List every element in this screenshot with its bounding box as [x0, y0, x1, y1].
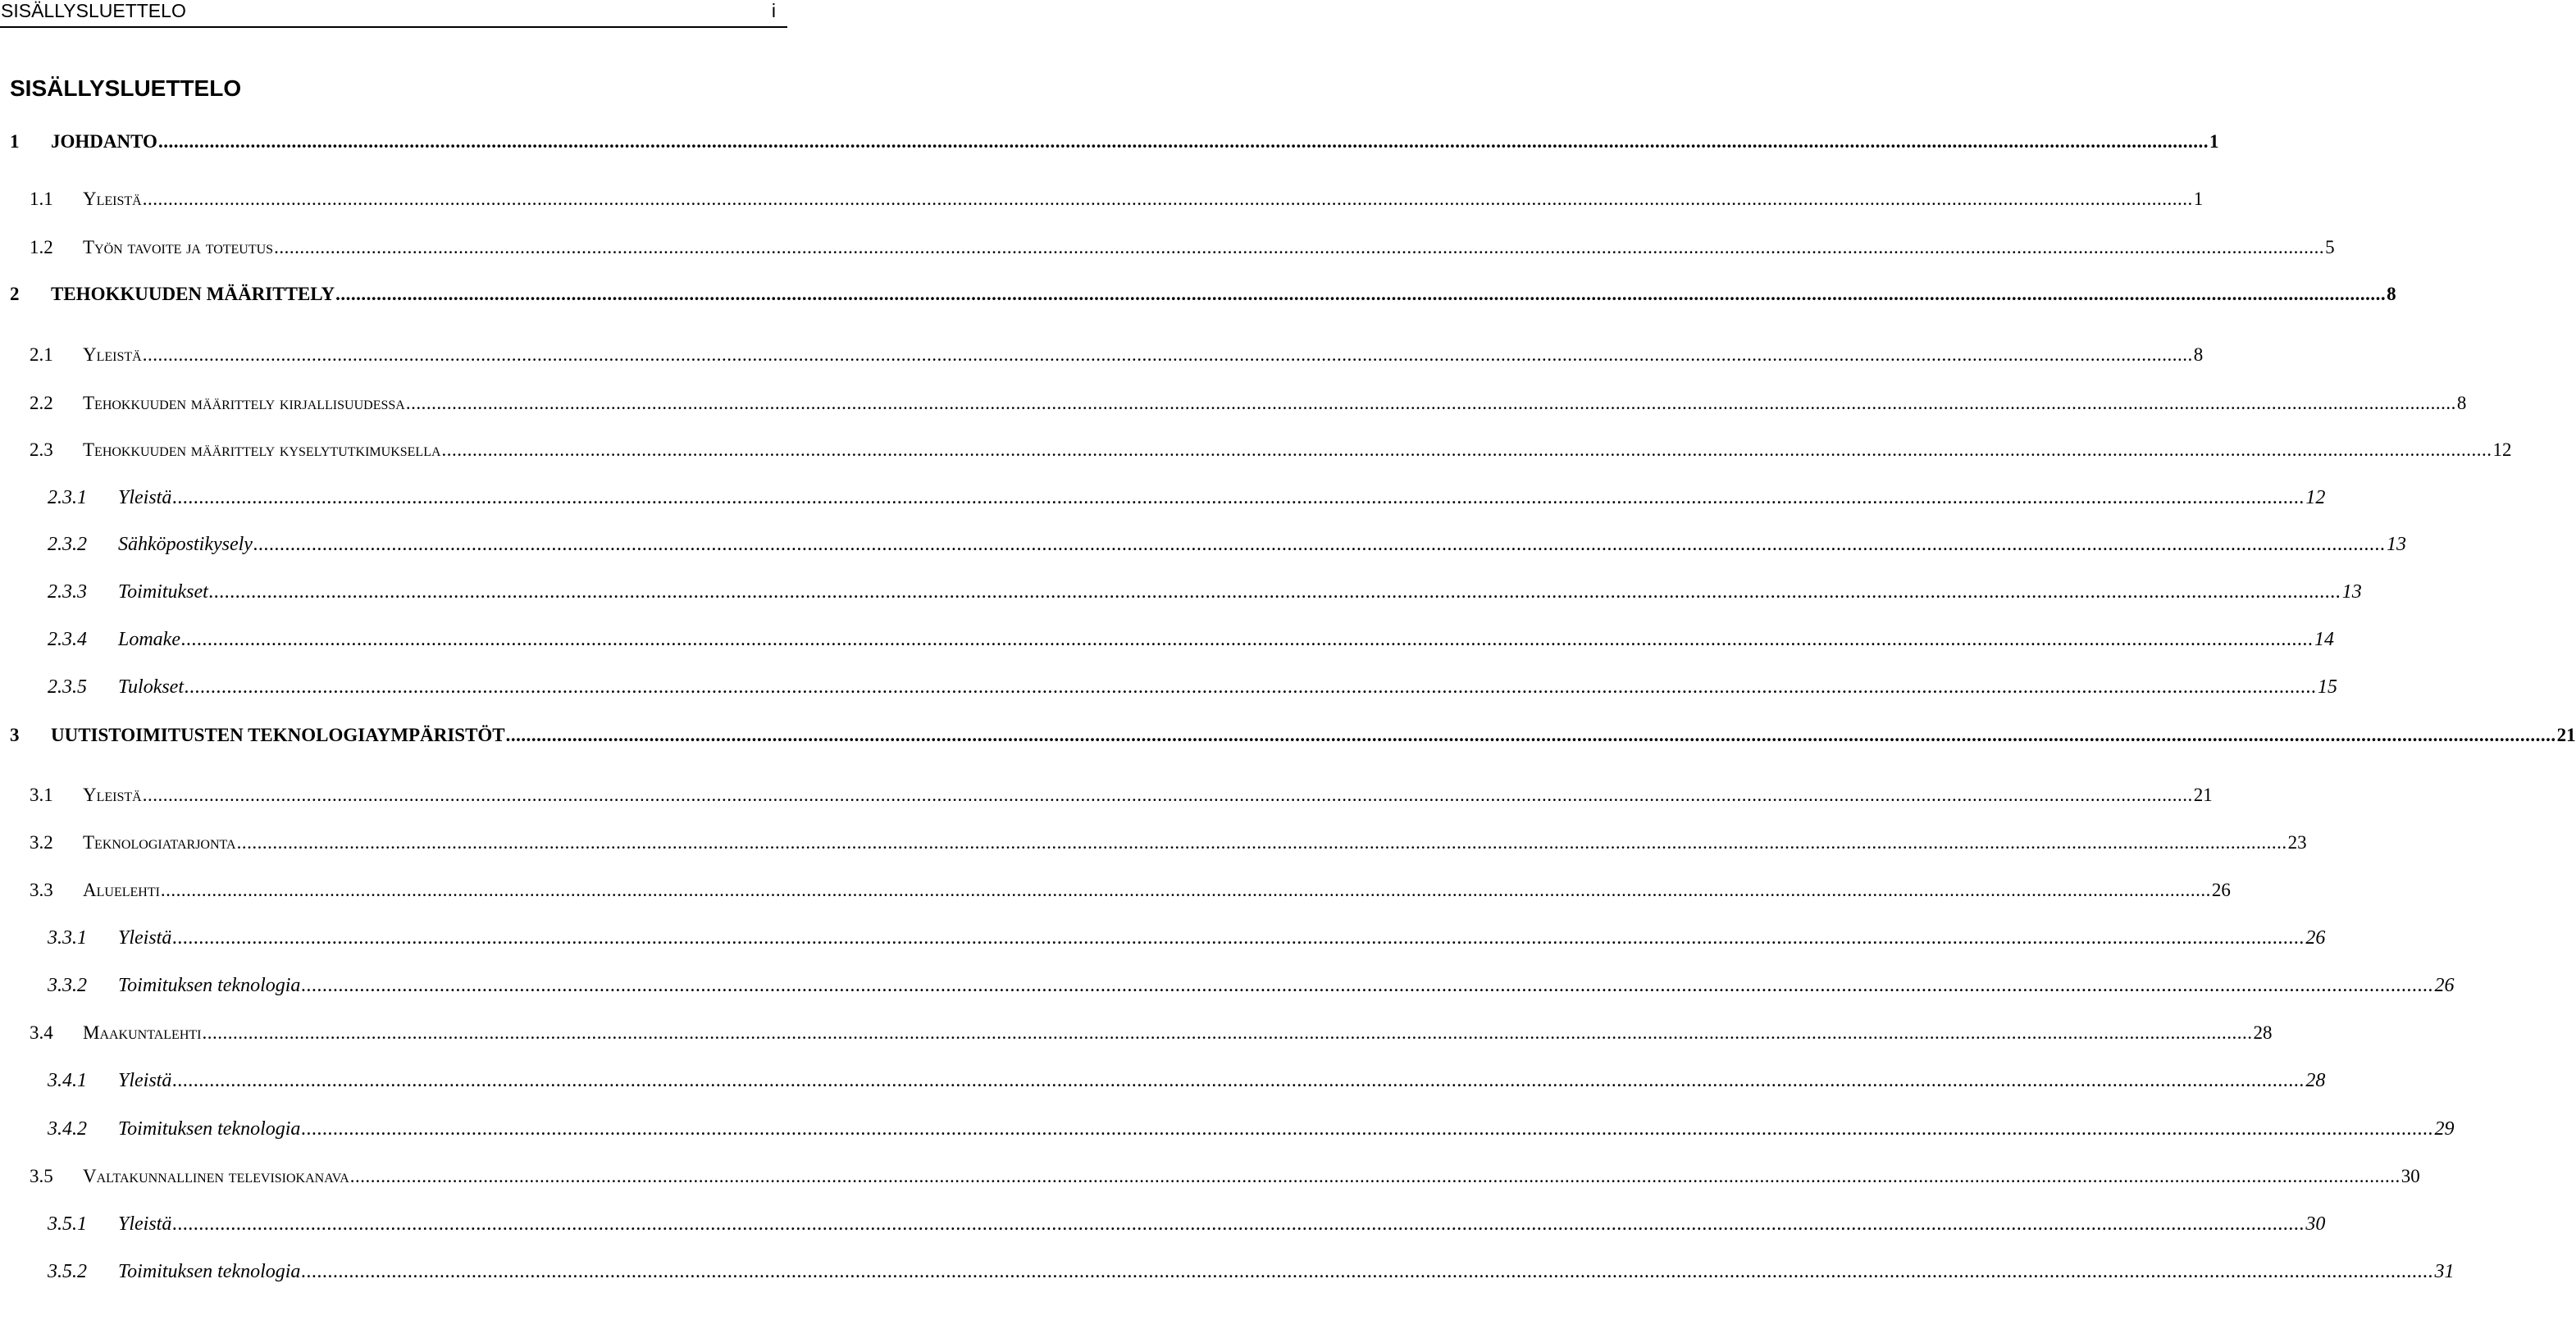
toc-entry-title: JOHDANTO: [51, 131, 157, 152]
toc-entry[interactable]: [0, 534, 2406, 562]
dot-leader: ................................................................................................................................................................................................................................................................................................................................................................................................................: [157, 131, 2209, 152]
dot-leader: ................................................................................................................................................................................................................................................................................................................................................................................................................: [349, 1166, 2400, 1186]
toc-entry-number: 1: [10, 131, 20, 152]
toc-entry-title: Toimituksen teknologia: [118, 1261, 301, 1282]
toc-entry-number: 3.1: [30, 785, 53, 805]
toc-entry-number: 2.3.1: [48, 487, 87, 508]
toc-entry-page-number: 26: [2211, 880, 2231, 900]
dot-leader: ................................................................................................................................................................................................................................................................................................................................................................................................................: [236, 832, 2287, 853]
dot-leader: ................................................................................................................................................................................................................................................................................................................................................................................................................: [185, 676, 2318, 698]
toc-entry-title: Tulokset: [118, 676, 185, 698]
toc-entry-number: 3: [10, 725, 20, 745]
toc-entry-title: Valtakunnallinen televisiokanava: [83, 1166, 349, 1186]
toc-entry-number: 1.1: [30, 189, 53, 209]
dot-leader: ................................................................................................................................................................................................................................................................................................................................................................................................................: [301, 1261, 2434, 1282]
dot-leader: ................................................................................................................................................................................................................................................................................................................................................................................................................: [301, 1118, 2434, 1140]
toc-entry[interactable]: [0, 880, 2231, 908]
dot-leader: ................................................................................................................................................................................................................................................................................................................................................................................................................: [172, 487, 2305, 508]
toc-entry-number: 2.3.2: [48, 534, 87, 555]
toc-entry-title: Maakuntalehti: [83, 1022, 202, 1043]
toc-entry-title: Toimitukset: [118, 581, 208, 603]
toc-entry-page-number: 23: [2287, 832, 2307, 853]
dot-leader: ................................................................................................................................................................................................................................................................................................................................................................................................................: [142, 189, 2193, 209]
toc-entry-page-number: 14: [2314, 629, 2334, 650]
toc-entry-title: Yleistä: [118, 487, 172, 508]
toc-entry-number: 3.3.2: [48, 975, 87, 996]
dot-leader: ................................................................................................................................................................................................................................................................................................................................................................................................................: [142, 785, 2193, 805]
toc-entry-page-number: 28: [2253, 1022, 2273, 1043]
dot-leader: ................................................................................................................................................................................................................................................................................................................................................................................................................: [505, 725, 2556, 745]
toc-entry-page-number: 12: [2305, 487, 2326, 508]
toc-entry[interactable]: [0, 975, 2455, 1003]
toc-entry-number: 2.3.4: [48, 629, 87, 650]
toc-entry-page-number: 1: [2209, 131, 2219, 152]
toc-entry-page-number: 26: [2305, 927, 2326, 949]
toc-entry[interactable]: [0, 832, 2307, 860]
toc-entry[interactable]: [0, 1261, 2455, 1289]
toc-entry[interactable]: [0, 1166, 2420, 1194]
toc-entry-number: 3.4.1: [48, 1070, 87, 1091]
running-header-title: SISÄLLYSLUETTELO: [1, 0, 186, 21]
toc-entry-page-number: 8: [2387, 284, 2396, 304]
toc-entry-page-number: 30: [2305, 1213, 2326, 1235]
toc-entry-number: 1.2: [30, 237, 53, 257]
toc-entry-title: Työn tavoite ja toteutus: [83, 237, 274, 257]
toc-entry[interactable]: [0, 1022, 2273, 1050]
toc-entry[interactable]: [0, 785, 2213, 812]
toc-entry[interactable]: [0, 629, 2334, 657]
toc-entry[interactable]: [0, 189, 2204, 216]
toc-entry-page-number: 30: [2400, 1166, 2420, 1186]
toc-entry[interactable]: [0, 1118, 2455, 1146]
toc-entry-number: 2.3.3: [48, 581, 87, 603]
toc-entry-page-number: 29: [2434, 1118, 2455, 1140]
dot-leader: ................................................................................................................................................................................................................................................................................................................................................................................................................: [172, 927, 2305, 949]
toc-entry-page-number: 28: [2305, 1070, 2326, 1091]
toc-entry-number: 3.5.1: [48, 1213, 87, 1235]
toc-entry-number: 3.3: [30, 880, 53, 900]
toc-entry[interactable]: [0, 393, 2467, 421]
toc-entry-title: Yleistä: [83, 189, 142, 209]
toc-entry-title: Yleistä: [118, 1213, 172, 1235]
toc-entry[interactable]: [0, 1070, 2326, 1098]
toc-entry-number: 2: [10, 284, 20, 304]
toc-entry-number: 3.2: [30, 832, 53, 853]
toc-entry-number: 2.3.5: [48, 676, 87, 698]
dot-leader: ................................................................................................................................................................................................................................................................................................................................................................................................................: [335, 284, 2387, 304]
dot-leader: ................................................................................................................................................................................................................................................................................................................................................................................................................: [172, 1213, 2305, 1235]
toc-entry-title: Yleistä: [118, 1070, 172, 1091]
toc-entry[interactable]: [0, 487, 2326, 515]
toc-entry[interactable]: [0, 237, 2335, 265]
toc-entry-page-number: 21: [2556, 725, 2576, 745]
toc-entry[interactable]: [0, 725, 2576, 753]
toc-entry[interactable]: [0, 344, 2204, 372]
dot-leader: ................................................................................................................................................................................................................................................................................................................................................................................................................: [208, 581, 2341, 603]
toc-entry-title: Tehokkuuden määrittely kirjallisuudessa: [83, 393, 405, 413]
toc-entry-page-number: 26: [2434, 975, 2455, 996]
toc-entry-number: 3.4: [30, 1022, 53, 1043]
toc-entry-number: 2.3: [30, 439, 53, 460]
dot-leader: ................................................................................................................................................................................................................................................................................................................................................................................................................: [274, 237, 2325, 257]
toc-entry-page-number: 1: [2193, 189, 2204, 209]
dot-leader: ................................................................................................................................................................................................................................................................................................................................................................................................................: [441, 439, 2492, 460]
toc-entry-title: Lomake: [118, 629, 180, 650]
toc-entry-number: 3.5: [30, 1166, 53, 1186]
toc-entry-page-number: 31: [2434, 1261, 2455, 1282]
toc-entry-title: Tehokkuuden määrittely kyselytutkimuksella: [83, 439, 441, 460]
toc-entry-page-number: 13: [2386, 534, 2406, 555]
toc-entry[interactable]: [0, 131, 2219, 159]
toc-entry-number: 2.2: [30, 393, 53, 413]
toc-entry[interactable]: [0, 439, 2512, 467]
toc-entry-number: 2.1: [30, 344, 53, 365]
toc-entry-number: 3.3.1: [48, 927, 87, 949]
toc-entry-title: Toimituksen teknologia: [118, 1118, 301, 1140]
dot-leader: ................................................................................................................................................................................................................................................................................................................................................................................................................: [202, 1022, 2253, 1043]
toc-entry-title: Toimituksen teknologia: [118, 975, 301, 996]
toc-entry-title: Yleistä: [83, 785, 142, 805]
dot-leader: ................................................................................................................................................................................................................................................................................................................................................................................................................: [180, 629, 2314, 650]
toc-entry-number: 3.5.2: [48, 1261, 87, 1282]
toc-entry-page-number: 21: [2193, 785, 2213, 805]
toc-entry-title: Yleistä: [83, 344, 142, 365]
toc-entry-page-number: 13: [2341, 581, 2362, 603]
toc-entry-title: Yleistä: [118, 927, 172, 949]
running-header-page-number: i: [771, 0, 776, 21]
toc-entry[interactable]: [0, 284, 2396, 312]
toc-entry-number: 3.4.2: [48, 1118, 87, 1140]
toc-entry[interactable]: [0, 927, 2326, 955]
toc-entry-page-number: 8: [2193, 344, 2204, 365]
toc-entry-page-number: 15: [2318, 676, 2338, 698]
toc-entry-title: UUTISTOIMITUSTEN TEKNOLOGIAYMPÄRISTÖT: [51, 725, 505, 745]
toc-entry-title: Teknologiatarjonta: [83, 832, 236, 853]
toc-entry[interactable]: [0, 676, 2338, 704]
dot-leader: ................................................................................................................................................................................................................................................................................................................................................................................................................: [142, 344, 2193, 365]
toc-entry-page-number: 8: [2456, 393, 2467, 413]
toc-entry[interactable]: [0, 581, 2362, 609]
dot-leader: ................................................................................................................................................................................................................................................................................................................................................................................................................: [172, 1070, 2305, 1091]
toc-heading: SISÄLLYSLUETTELO: [10, 75, 242, 101]
toc-entry-title: Sähköpostikysely: [118, 534, 253, 555]
toc-entry-title: TEHOKKUUDEN MÄÄRITTELY: [51, 284, 335, 304]
toc-entry-page-number: 12: [2492, 439, 2512, 460]
dot-leader: ................................................................................................................................................................................................................................................................................................................................................................................................................: [405, 393, 2456, 413]
dot-leader: ................................................................................................................................................................................................................................................................................................................................................................................................................: [253, 534, 2386, 555]
toc-entry-page-number: 5: [2325, 237, 2335, 257]
dot-leader: ................................................................................................................................................................................................................................................................................................................................................................................................................: [301, 975, 2434, 996]
toc-entry[interactable]: [0, 1213, 2326, 1241]
dot-leader: ................................................................................................................................................................................................................................................................................................................................................................................................................: [160, 880, 2211, 900]
toc-entry-title: Aluelehti: [83, 880, 160, 900]
